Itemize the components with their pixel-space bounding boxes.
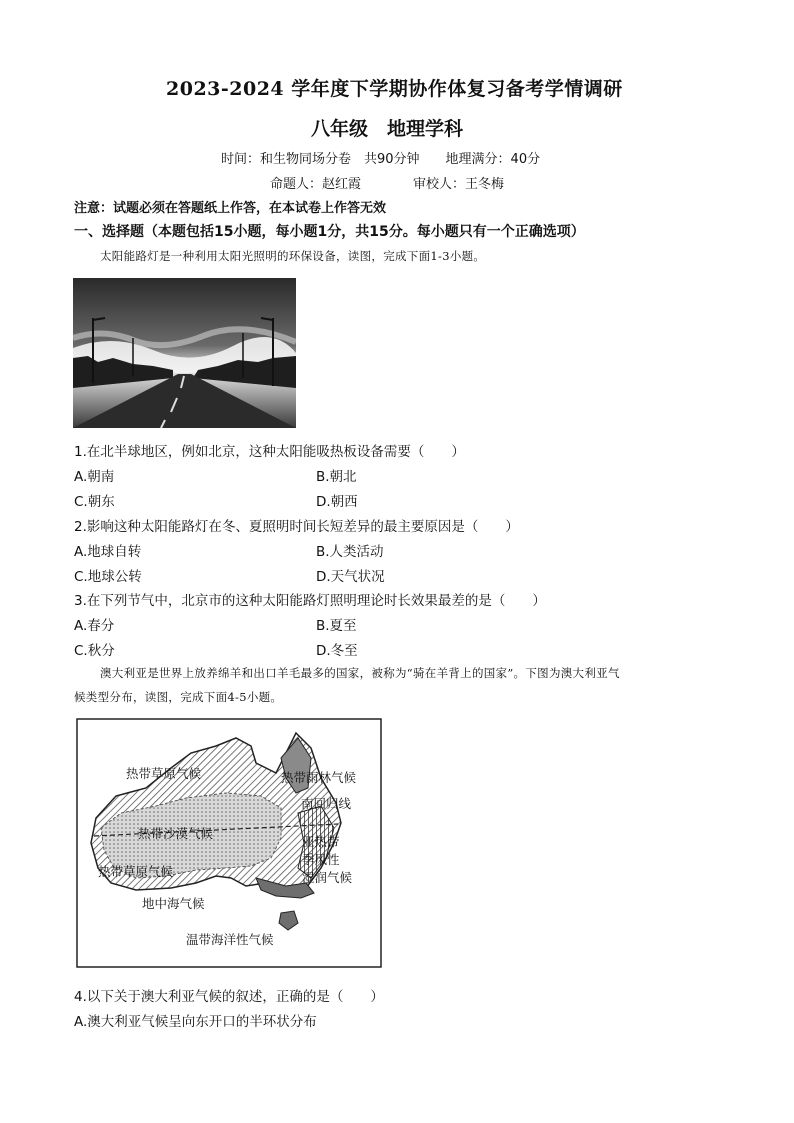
label-mediterranean: 地中海气候 bbox=[142, 896, 205, 911]
question-1: 1.在北半球地区，例如北京，这种太阳能吸热板设备需要（ ） bbox=[74, 444, 465, 460]
q3-option-b[interactable]: B.夏至 bbox=[316, 618, 357, 634]
question-stem-2-line1: 澳大利亚是世界上放养绵羊和出口羊毛最多的国家，被称为“骑在羊背上的国家”。下图为澳大利亚气 bbox=[100, 666, 620, 680]
q2-option-b[interactable]: B.人类活动 bbox=[316, 544, 384, 560]
question-stem-1: 太阳能路灯是一种利用太阳光照明的环保设备，读图，完成下面1-3小题。 bbox=[100, 249, 486, 263]
label-subtropical-2: 季风性 bbox=[302, 852, 340, 867]
question-2: 2.影响这种太阳能路灯在冬、夏照明时间长短差异的最主要原因是（ ） bbox=[74, 519, 519, 535]
label-tropical-rainforest: 热带雨林气候 bbox=[281, 770, 357, 785]
label-subtropical-1: 亚热带 bbox=[302, 834, 340, 849]
question-3: 3.在下列节气中，北京市的这种太阳能路灯照明理论时长效果最差的是（ ） bbox=[74, 593, 546, 609]
notice: 注意：试题必须在答题纸上作答，在本试卷上作答无效 bbox=[74, 201, 387, 216]
australia-climate-map bbox=[76, 718, 382, 968]
label-tropical-savanna-north: 热带草原气候 bbox=[126, 766, 202, 781]
q1-option-a[interactable]: A.朝南 bbox=[74, 469, 115, 485]
label-tropic-line: 南回归线 bbox=[301, 796, 352, 811]
q1-option-b[interactable]: B.朝北 bbox=[316, 469, 357, 485]
road-photo-icon bbox=[73, 278, 296, 428]
label-tropical-savanna-west: 热带草原气候 bbox=[98, 864, 174, 879]
label-subtropical-3: 湿润气候 bbox=[302, 870, 353, 885]
q4-option-a[interactable]: A.澳大利亚气候呈向东开口的半环状分布 bbox=[74, 1014, 317, 1030]
q3-option-c[interactable]: C.秋分 bbox=[74, 643, 115, 659]
q1-option-d[interactable]: D.朝西 bbox=[316, 494, 358, 510]
q3-option-d[interactable]: D.冬至 bbox=[316, 643, 358, 659]
authors-info: 命题人：赵红霞 审校人：王冬梅 bbox=[270, 177, 505, 192]
question-4: 4.以下关于澳大利亚气候的叙述，正确的是（ ） bbox=[74, 989, 384, 1005]
q1-option-c[interactable]: C.朝东 bbox=[74, 494, 115, 510]
time-info: 时间：和生物同场分卷 共90分钟 地理满分：40分 bbox=[221, 152, 541, 167]
label-tropical-desert: 热带沙漠气候 bbox=[138, 826, 214, 841]
q2-option-c[interactable]: C.地球公转 bbox=[74, 569, 142, 585]
exam-title: 2023-2024 学年度下学期协作体复习备考学情调研 bbox=[166, 78, 623, 100]
section-heading: 一、选择题（本题包括15小题，每小题1分，共15分。每小题只有一个正确选项） bbox=[74, 224, 585, 240]
exam-subtitle: 八年级 地理学科 bbox=[311, 118, 464, 140]
label-temperate-marine: 温带海洋性气候 bbox=[186, 932, 274, 947]
question-stem-2-line2: 候类型分布，读图，完成下面4-5小题。 bbox=[74, 690, 283, 704]
q2-option-d[interactable]: D.天气状况 bbox=[316, 569, 385, 585]
q2-option-a[interactable]: A.地球自转 bbox=[74, 544, 142, 560]
q3-option-a[interactable]: A.春分 bbox=[74, 618, 115, 634]
